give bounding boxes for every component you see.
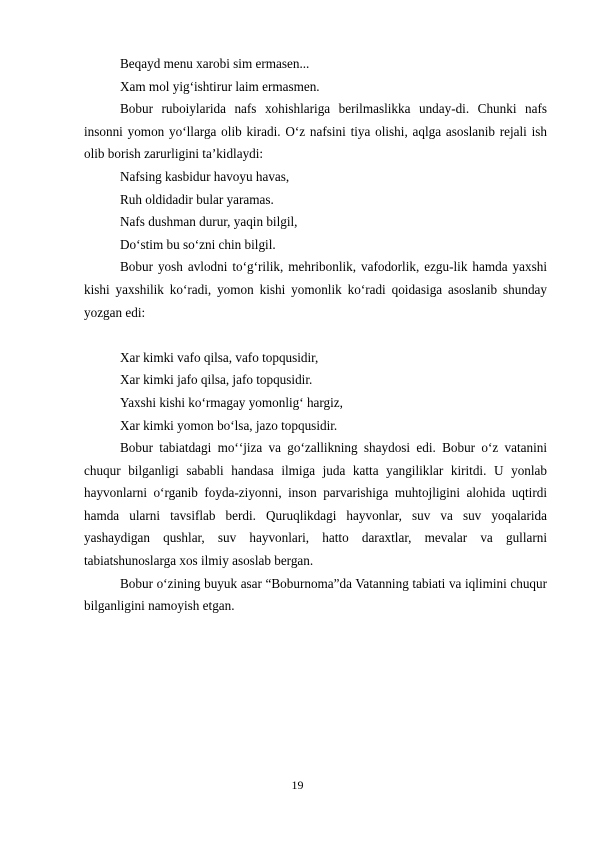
paragraph: Bobur oʻzining buyuk asar “Boburnoma”da Vatanning tabiati va iqlimini chuqur bilganligini namoyish etgan. (84, 575, 547, 614)
verse-line: Doʻstim bu soʻzni chin bilgil. (120, 236, 276, 252)
paragraph: Bobur yosh avlodni toʻgʻrilik, mehribonlik, vafodorlik, ezgu-lik hamda yaxshi kishi yaxshilik koʻradi, yomon kishi yomonlik koʻradi qoidasiga asoslanib shunday yozgan edi: (84, 259, 547, 320)
verse-line: Nafs dushman durur, yaqin bilgil, (120, 214, 298, 230)
verse-line: Xam mol yigʻishtirur laim ermasmen. (120, 78, 320, 94)
verse-line: Ruh oldidadir bular yaramas. (120, 191, 274, 207)
blank-line (84, 324, 547, 347)
verse-line: Yaxshi kishi koʻrmagay yomonligʻ hargiz, (120, 394, 343, 410)
paragraph: Bobur tabiatdagi moʻʻjiza va goʻzallikning shaydosi edi. Bobur oʻz vatanini chuqur bilganligi sababli handasa ilmiga juda katta yangiliklar kiritdi. U yonlab hayvonlarni oʻrganib foyda-ziyonni, inson parvarishiga muhtojligini alohida uqtirdi hamda ularni tavsiflab berdi. Quruqlikdagi hayvonlar, suv va suv yoqalarida yashaydigan qushlar, suv hayvonlari, hatto daraxtlar, mevalar va gullarni tabiatshunoslarga xos ilmiy asoslab bergan. (84, 440, 547, 569)
page-body (84, 53, 547, 618)
verse-line: Beqayd menu xarobi sim ermasen... (120, 56, 310, 71)
verse-line: Xar kimki jafo qilsa, jafo topqusidir. (120, 372, 313, 388)
verse-line: Xar kimki vafo qilsa, vafo topqusidir, (120, 349, 319, 365)
paragraph: Bobur ruboiylarida nafs xohishlariga berilmaslikka unday-di. Chunki nafs insonni yomon yoʻllarga olib kiradi. Oʻz nafsini tiya olishi, aqlga asoslanib rejali ish olib borish zarurligini taʼkidlaydi: (84, 101, 547, 162)
page-number: 19 (291, 778, 304, 792)
verse-line: Xar kimki yomon boʻlsa, jazo topqusidir. (120, 417, 338, 433)
verse-line: Nafsing kasbidur havoyu havas, (120, 168, 290, 184)
